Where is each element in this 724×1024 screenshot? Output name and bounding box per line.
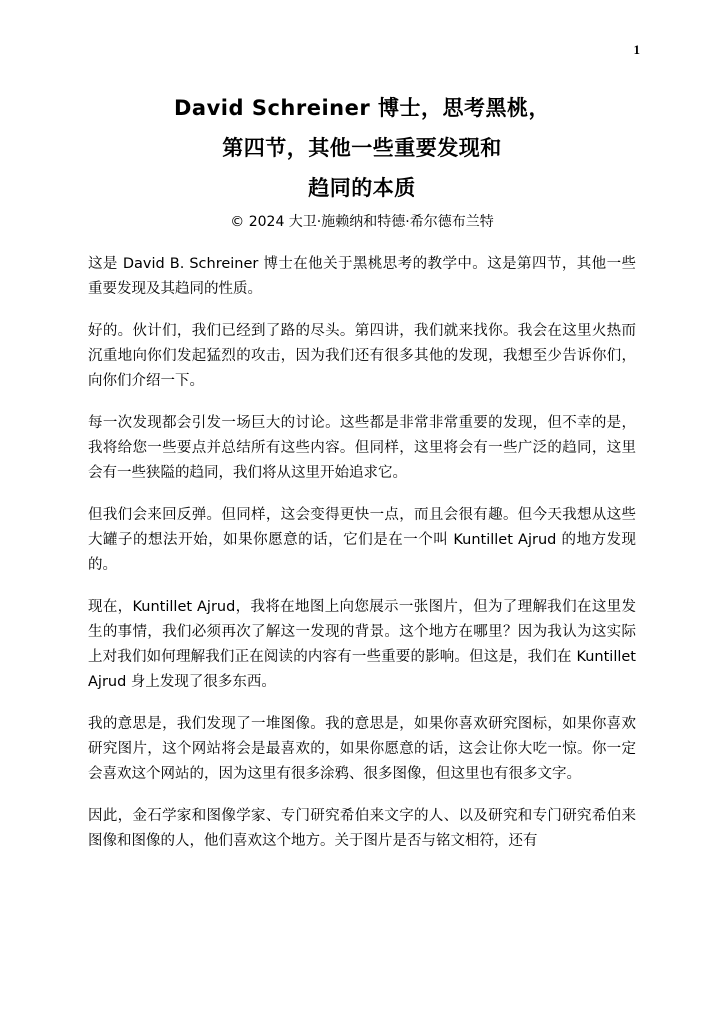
paragraph-7: 因此，金石学家和图像学家、专门研究希伯来文字的人、以及研究和专门研究希伯来图像和图像的人，他们喜欢这个地方。关于图片是否与铭文相符，还有 — [88, 808, 636, 849]
paragraph-5: 现在，Kuntillet Ajrud，我将在地图上向您展示一张图片，但为了理解我们在这里发生的事情，我们必须再次了解这一发现的背景。这个地方在哪里？因为我认为这实际上对我们如何理解我们正在阅读的内容有一些重要的影响。但这是，我们在 Kuntillet Ajrud 身上发现了很多东西。 — [88, 599, 636, 690]
body-text — [88, 252, 636, 871]
title-line-1: David Schreiner 博士，思考黑桃， — [173, 96, 550, 120]
paragraph-6: 我的意思是，我们发现了一堆图像。我的意思是，如果你喜欢研究图标，如果你喜欢研究图片，这个网站将会是最喜欢的，如果你愿意的话，这会让你大吃一惊。你一定会喜欢这个网站的，因为这里有很多涂鸦、很多图像，但这里也有很多文字。 — [88, 716, 636, 782]
paragraph-4: 但我们会来回反弹。但同样，这会变得更快一点，而且会很有趣。但今天我想从这些大罐子的想法开始，如果你愿意的话，它们是在一个叫 Kuntillet Ajrud 的地方发现的。 — [88, 507, 636, 573]
title-block — [60, 88, 664, 234]
title-line-2: 第四节，其他一些重要发现和 — [222, 136, 502, 160]
paragraph-3: 每一次发现都会引发一场巨大的讨论。这些都是非常非常重要的发现，但不幸的是，我将给您一些要点并总结所有这些内容。但同样，这里将会有一些广泛的趋同，这里会有一些狭隘的趋同，我们将从这里开始追求它。 — [88, 415, 636, 481]
paragraph-1: 这是 David B. Schreiner 博士在他关于黑桃思考的教学中。这是第四节，其他一些重要发现及其趋同的性质。 — [88, 256, 636, 297]
paragraph-2: 好的。伙计们，我们已经到了路的尽头。第四讲，我们就来找你。我会在这里火热而沉重地向你们发起猛烈的攻击，因为我们还有很多其他的发现，我想至少告诉你们，向你们介绍一下。 — [88, 323, 636, 389]
title-line-3: 趋同的本质 — [308, 176, 416, 200]
copyright-line: © 2024 大卫·施赖纳和特德·希尔德布兰特 — [230, 214, 494, 230]
page-number: 1 — [633, 42, 640, 57]
